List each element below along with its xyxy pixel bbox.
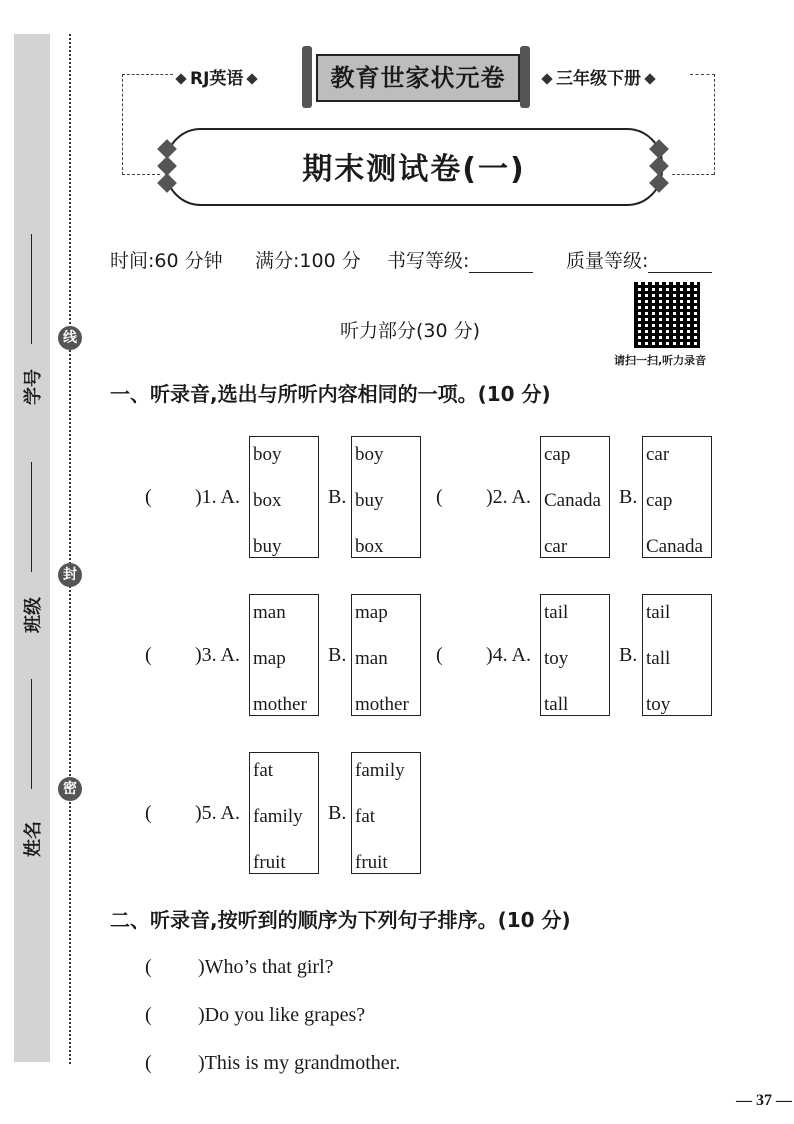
right-dashed-connector-bottom (672, 174, 714, 175)
subject-tag: RJ英语 (172, 64, 261, 89)
answer-paren[interactable]: ( (436, 486, 443, 508)
option-word: Canada (544, 490, 601, 511)
option-word: car (646, 444, 670, 465)
sentence-text: )This is my grandmother. (198, 1052, 401, 1074)
writing-grade: 书写等级: (387, 246, 533, 273)
question-number: )5. A. (195, 802, 240, 824)
id-blank-line (31, 234, 32, 344)
option-word: map (355, 602, 388, 623)
option-word: fat (355, 806, 376, 827)
option-b-label: B. (328, 644, 347, 666)
class-blank-line (31, 462, 32, 572)
option-a-box[interactable] (540, 436, 610, 558)
option-b-box[interactable] (642, 594, 712, 716)
option-word: box (253, 490, 282, 511)
option-word: tail (544, 602, 569, 623)
qr-code-icon[interactable] (634, 282, 700, 348)
cut-line (69, 34, 71, 1064)
question-number: )1. A. (195, 486, 240, 508)
page-number: — 37 — (736, 1092, 792, 1109)
option-b-box[interactable] (351, 436, 421, 558)
left-dashed-connector-bottom (122, 174, 160, 175)
part2-heading: 二、听录音,按听到的顺序为下列句子排序。(10 分) (110, 908, 571, 932)
question-number: )2. A. (486, 486, 531, 508)
option-b-box[interactable] (351, 752, 421, 874)
option-word: cap (646, 490, 673, 511)
answer-paren[interactable]: ( (145, 644, 152, 666)
brand-banner (302, 46, 530, 108)
option-word: cap (544, 444, 571, 465)
option-word: man (253, 602, 286, 623)
option-word: fruit (253, 852, 286, 873)
option-a-box[interactable] (540, 594, 610, 716)
option-word: tall (646, 648, 671, 669)
order-paren[interactable]: ( (145, 1004, 152, 1026)
question-number: )4. A. (486, 644, 531, 666)
option-word: boy (253, 444, 282, 465)
sentence-text: )Do you like grapes? (198, 1004, 366, 1026)
option-word: boy (355, 444, 384, 465)
name-label: 姓名 (23, 821, 44, 857)
question-number: )3. A. (195, 644, 240, 666)
student-id-label: 学号 (23, 369, 44, 405)
option-a-box[interactable] (249, 752, 319, 874)
name-blank-line (31, 679, 32, 789)
binding-strip (14, 34, 50, 1062)
option-word: tail (646, 602, 671, 623)
quality-grade: 质量等级: (566, 246, 712, 273)
brand-title: 教育世家状元卷 (316, 54, 520, 102)
option-a-box[interactable] (249, 436, 319, 558)
option-word: car (544, 536, 568, 557)
option-word: mother (355, 694, 409, 715)
option-word: family (355, 760, 405, 781)
answer-paren[interactable]: ( (145, 486, 152, 508)
class-label: 班级 (23, 597, 44, 633)
seal-xian: 线 (58, 326, 82, 350)
exam-title: 期末测试卷(一) (302, 152, 526, 187)
option-b-box[interactable] (642, 436, 712, 558)
answer-paren[interactable]: ( (436, 644, 443, 666)
option-word: Canada (646, 536, 703, 557)
qr-caption: 请扫一扫,听力录音 (614, 354, 707, 367)
option-b-label: B. (328, 802, 347, 824)
option-word: buy (355, 490, 384, 511)
writing-grade-blank[interactable] (469, 254, 533, 273)
scroll-post-right (520, 46, 530, 108)
seal-feng: 封 (58, 563, 82, 587)
option-word: toy (646, 694, 671, 715)
grade-tag: 三年级下册 (538, 64, 659, 89)
option-word: box (355, 536, 384, 557)
part1-heading: 一、听录音,选出与所听内容相同的一项。(10 分) (110, 382, 551, 406)
option-word: family (253, 806, 303, 827)
answer-paren[interactable]: ( (145, 802, 152, 824)
diamond-icon (247, 73, 258, 84)
option-word: fat (253, 760, 274, 781)
quality-grade-blank[interactable] (648, 254, 712, 273)
option-b-label: B. (619, 644, 638, 666)
order-paren[interactable]: ( (145, 1052, 152, 1074)
option-word: buy (253, 536, 282, 557)
title-frame (165, 128, 663, 206)
seal-mi: 密 (58, 777, 82, 801)
right-dashed-connector (690, 74, 715, 175)
option-word: man (355, 648, 388, 669)
order-paren[interactable]: ( (145, 956, 152, 978)
option-b-box[interactable] (351, 594, 421, 716)
diamond-icon (175, 73, 186, 84)
full-score-info: 满分:100 分 (255, 250, 361, 272)
scroll-post-left (302, 46, 312, 108)
option-b-label: B. (619, 486, 638, 508)
option-a-box[interactable] (249, 594, 319, 716)
time-info: 时间:60 分钟 (110, 250, 223, 272)
option-word: toy (544, 648, 569, 669)
sentence-text: )Who’s that girl? (198, 956, 334, 978)
diamond-icon (541, 73, 552, 84)
option-word: tall (544, 694, 569, 715)
option-word: mother (253, 694, 307, 715)
listening-heading: 听力部分(30 分) (340, 320, 481, 342)
option-word: map (253, 648, 286, 669)
diamond-icon (644, 73, 655, 84)
option-b-label: B. (328, 486, 347, 508)
option-word: fruit (355, 852, 388, 873)
